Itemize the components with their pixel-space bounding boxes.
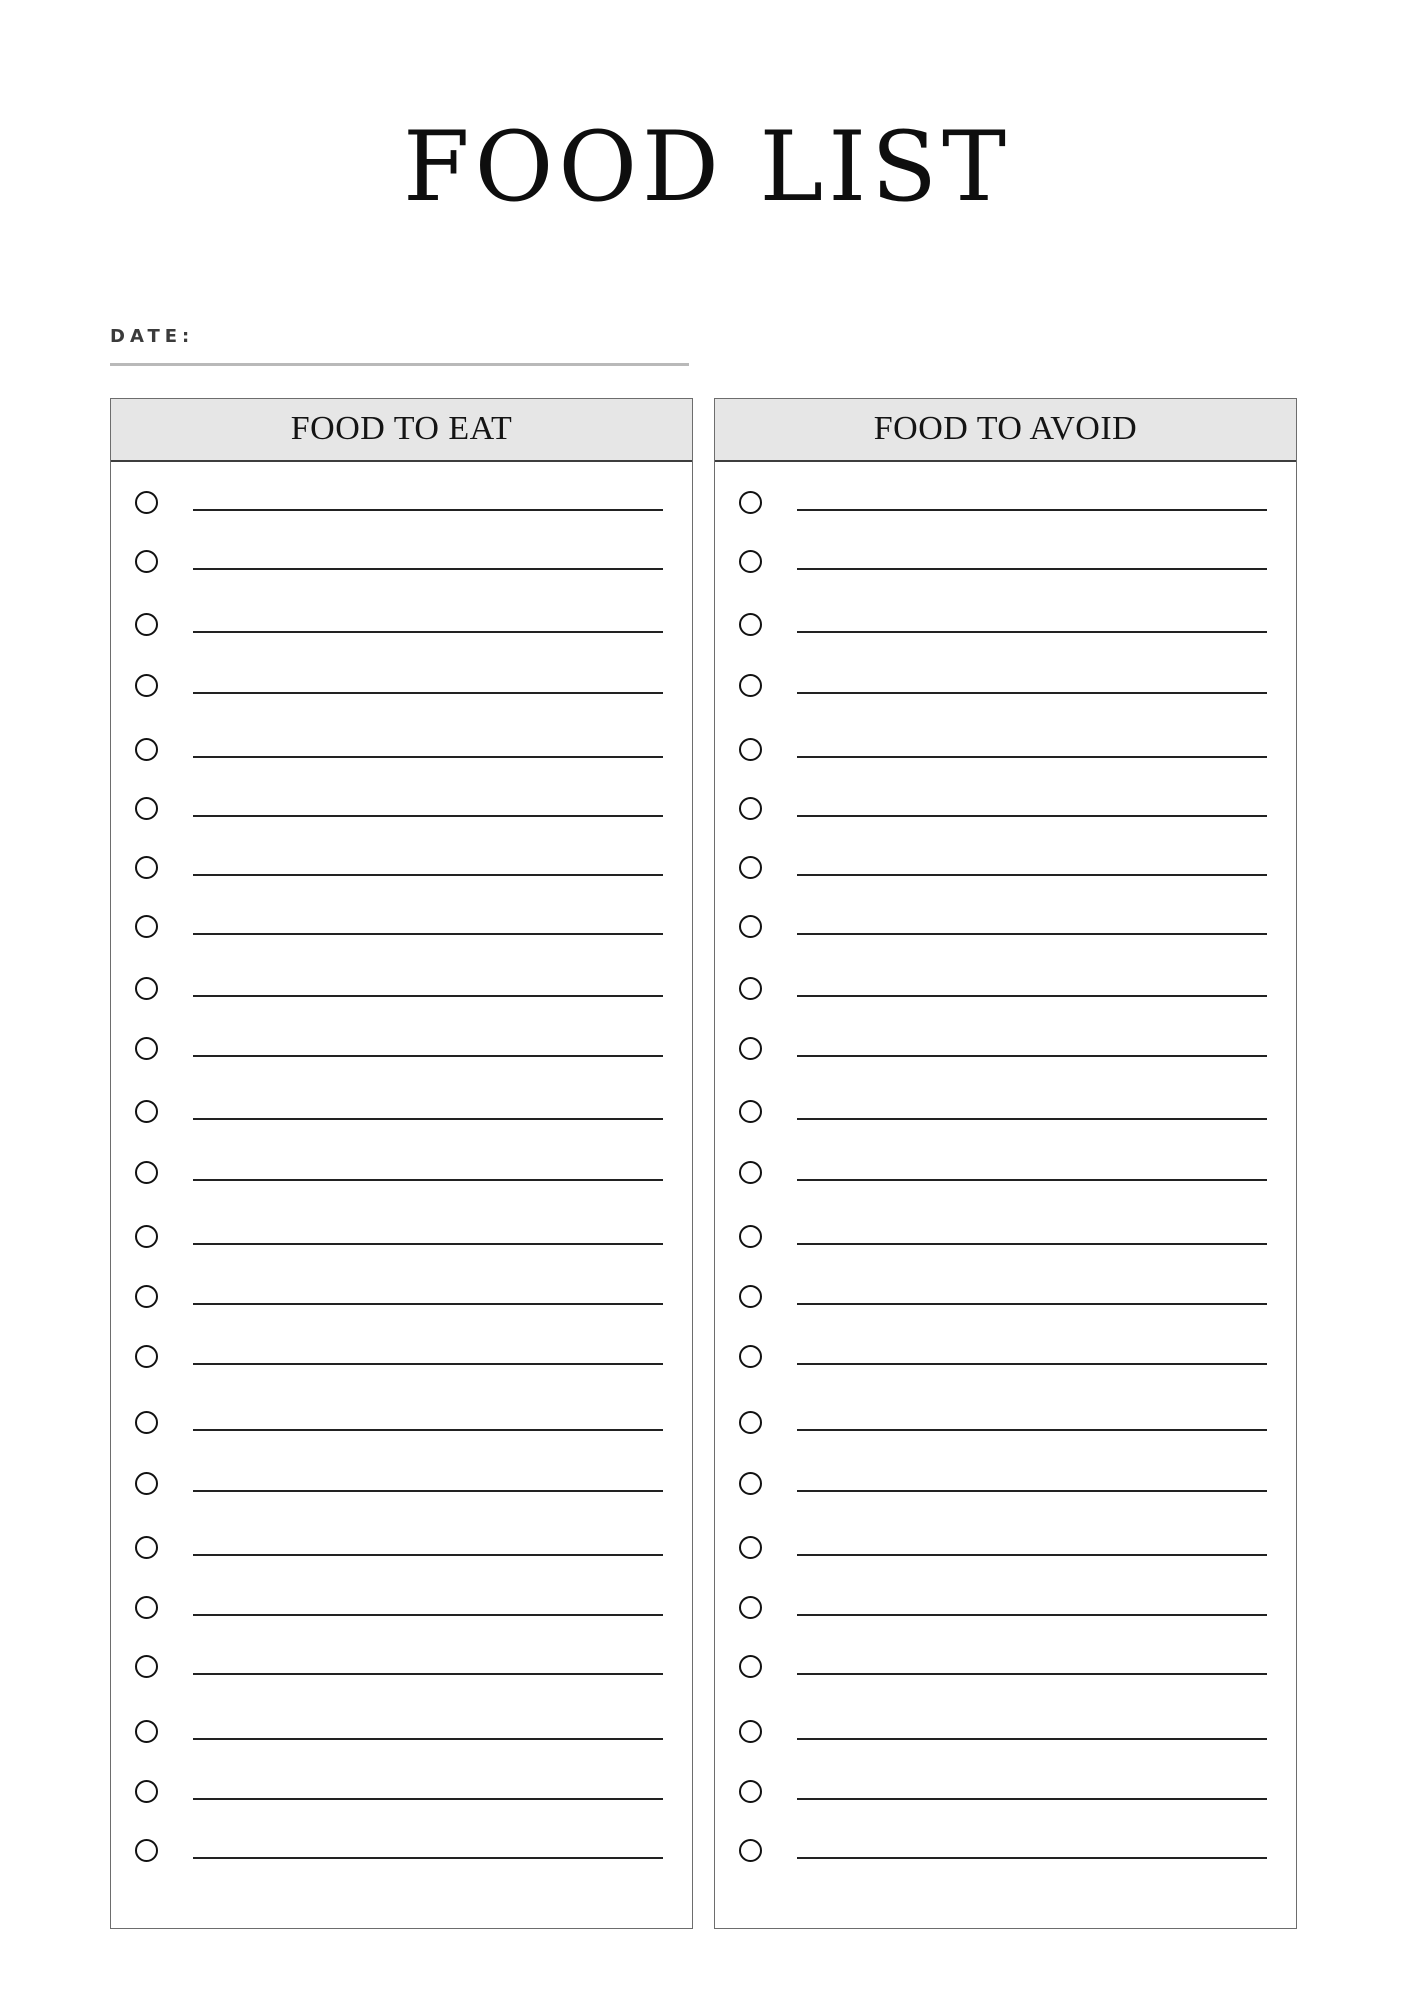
checklist-row: [715, 1653, 1296, 1693]
checkbox-circle-icon[interactable]: [135, 491, 158, 514]
checklist-row: [111, 1409, 692, 1449]
checklist-row: [715, 913, 1296, 953]
checkbox-circle-icon[interactable]: [739, 915, 762, 938]
checkbox-circle-icon[interactable]: [135, 1411, 158, 1434]
checklist-row: [111, 1653, 692, 1693]
checklist-row: [111, 854, 692, 894]
entry-line[interactable]: [797, 756, 1267, 758]
checklist-row: [111, 1098, 692, 1138]
date-label: DATE:: [110, 326, 195, 347]
food-to-eat-column: [110, 398, 693, 1929]
checkbox-circle-icon[interactable]: [739, 1100, 762, 1123]
checklist-row: [111, 1223, 692, 1263]
entry-line[interactable]: [193, 1363, 663, 1365]
checklist-row: [715, 1343, 1296, 1383]
entry-line[interactable]: [193, 1243, 663, 1245]
checklist-row: [715, 1159, 1296, 1199]
checklist-row: [111, 548, 692, 588]
checkbox-circle-icon[interactable]: [739, 977, 762, 1000]
checklist-row: [111, 975, 692, 1015]
checkbox-circle-icon[interactable]: [739, 856, 762, 879]
checklist-row: [111, 1837, 692, 1877]
checklist-row: [715, 611, 1296, 651]
entry-line[interactable]: [797, 1798, 1267, 1800]
checkbox-circle-icon[interactable]: [135, 550, 158, 573]
checklist-row: [715, 1409, 1296, 1449]
checkbox-circle-icon[interactable]: [739, 1161, 762, 1184]
entry-line[interactable]: [193, 1429, 663, 1431]
checkbox-circle-icon[interactable]: [135, 1345, 158, 1368]
entry-line[interactable]: [193, 1798, 663, 1800]
checkbox-circle-icon[interactable]: [739, 613, 762, 636]
checklist-row: [111, 489, 692, 529]
checklist-row: [111, 1470, 692, 1510]
entry-line[interactable]: [797, 874, 1267, 876]
checklist-row: [111, 1035, 692, 1075]
entry-line[interactable]: [193, 1490, 663, 1492]
checklist-row: [715, 1594, 1296, 1634]
entry-line[interactable]: [797, 1554, 1267, 1556]
entry-line[interactable]: [797, 1738, 1267, 1740]
checkbox-circle-icon[interactable]: [739, 1596, 762, 1619]
food-to-avoid-header: FOOD TO AVOID: [715, 399, 1296, 462]
entry-line[interactable]: [193, 756, 663, 758]
entry-line[interactable]: [193, 1055, 663, 1057]
checkbox-circle-icon[interactable]: [135, 1596, 158, 1619]
checklist-row: [715, 795, 1296, 835]
checklist-row: [111, 913, 692, 953]
checklist-row: [715, 548, 1296, 588]
date-field[interactable]: [110, 363, 689, 366]
checklist-row: [715, 1837, 1296, 1877]
checkbox-circle-icon[interactable]: [739, 797, 762, 820]
entry-line[interactable]: [797, 995, 1267, 997]
checklist-row: [715, 1778, 1296, 1818]
checkbox-circle-icon[interactable]: [135, 613, 158, 636]
entry-line[interactable]: [193, 933, 663, 935]
checkbox-circle-icon[interactable]: [135, 1225, 158, 1248]
entry-line[interactable]: [797, 815, 1267, 817]
checkbox-circle-icon[interactable]: [739, 491, 762, 514]
entry-line[interactable]: [193, 995, 663, 997]
entry-line[interactable]: [797, 1118, 1267, 1120]
entry-line[interactable]: [193, 1738, 663, 1740]
entry-line[interactable]: [797, 1055, 1267, 1057]
entry-line[interactable]: [797, 568, 1267, 570]
entry-line[interactable]: [797, 1243, 1267, 1245]
checklist-row: [715, 672, 1296, 712]
checklist-row: [715, 1283, 1296, 1323]
checkbox-circle-icon[interactable]: [739, 674, 762, 697]
checkbox-circle-icon[interactable]: [135, 1536, 158, 1559]
entry-line[interactable]: [797, 933, 1267, 935]
checkbox-circle-icon[interactable]: [739, 1472, 762, 1495]
entry-line[interactable]: [193, 815, 663, 817]
entry-line[interactable]: [193, 874, 663, 876]
checkbox-circle-icon[interactable]: [135, 738, 158, 761]
checklist-row: [111, 1343, 692, 1383]
page-title: FOOD LIST: [403, 111, 1011, 223]
checklist-row: [715, 1534, 1296, 1574]
checkbox-circle-icon[interactable]: [135, 797, 158, 820]
checklist-row: [111, 611, 692, 651]
checklist-row: [111, 795, 692, 835]
checklist-row: [715, 1470, 1296, 1510]
entry-line[interactable]: [797, 1303, 1267, 1305]
checkbox-circle-icon[interactable]: [135, 1472, 158, 1495]
checkbox-circle-icon[interactable]: [135, 977, 158, 1000]
checkbox-circle-icon[interactable]: [135, 674, 158, 697]
checkbox-circle-icon[interactable]: [739, 1780, 762, 1803]
checklist-row: [715, 1223, 1296, 1263]
checklist-row: [715, 736, 1296, 776]
checklist-row: [715, 975, 1296, 1015]
checkbox-circle-icon[interactable]: [739, 550, 762, 573]
checkbox-circle-icon[interactable]: [739, 1411, 762, 1434]
checklist-row: [111, 672, 692, 712]
checkbox-circle-icon[interactable]: [135, 1100, 158, 1123]
checklist-row: [111, 1159, 692, 1199]
checklist-row: [111, 1534, 692, 1574]
entry-line[interactable]: [797, 1857, 1267, 1859]
checkbox-circle-icon[interactable]: [739, 1720, 762, 1743]
entry-line[interactable]: [797, 1179, 1267, 1181]
entry-line[interactable]: [797, 1490, 1267, 1492]
entry-line[interactable]: [193, 1179, 663, 1181]
checklist-row: [715, 1098, 1296, 1138]
checkbox-circle-icon[interactable]: [739, 738, 762, 761]
checklist-row: [715, 1718, 1296, 1758]
checklist-row: [715, 854, 1296, 894]
entry-line[interactable]: [193, 1673, 663, 1675]
checklist-row: [715, 1035, 1296, 1075]
checkbox-circle-icon[interactable]: [135, 1839, 158, 1862]
entry-line[interactable]: [193, 1554, 663, 1556]
checkbox-circle-icon[interactable]: [135, 1037, 158, 1060]
checklist-row: [715, 489, 1296, 529]
entry-line[interactable]: [193, 1303, 663, 1305]
checklist-row: [111, 1718, 692, 1758]
entry-line[interactable]: [193, 509, 663, 511]
checkbox-circle-icon[interactable]: [739, 1225, 762, 1248]
checkbox-circle-icon[interactable]: [739, 1655, 762, 1678]
checkbox-circle-icon[interactable]: [739, 1839, 762, 1862]
entry-line[interactable]: [193, 568, 663, 570]
checklist-row: [111, 1594, 692, 1634]
checkbox-circle-icon[interactable]: [135, 1161, 158, 1184]
entry-line[interactable]: [797, 1429, 1267, 1431]
entry-line[interactable]: [797, 631, 1267, 633]
entry-line[interactable]: [797, 692, 1267, 694]
checkbox-circle-icon[interactable]: [739, 1285, 762, 1308]
food-to-eat-header: FOOD TO EAT: [111, 399, 692, 462]
entry-line[interactable]: [797, 1363, 1267, 1365]
entry-line[interactable]: [797, 509, 1267, 511]
checkbox-circle-icon[interactable]: [135, 1285, 158, 1308]
checkbox-circle-icon[interactable]: [135, 1655, 158, 1678]
checkbox-circle-icon[interactable]: [135, 915, 158, 938]
checkbox-circle-icon[interactable]: [739, 1345, 762, 1368]
checklist-row: [111, 1283, 692, 1323]
checkbox-circle-icon[interactable]: [135, 856, 158, 879]
entry-line[interactable]: [193, 1118, 663, 1120]
food-to-avoid-column: [714, 398, 1297, 1929]
entry-line[interactable]: [193, 692, 663, 694]
checklist-row: [111, 736, 692, 776]
checklist-row: [111, 1778, 692, 1818]
checkbox-circle-icon[interactable]: [739, 1037, 762, 1060]
checkbox-circle-icon[interactable]: [739, 1536, 762, 1559]
checkbox-circle-icon[interactable]: [135, 1720, 158, 1743]
entry-line[interactable]: [797, 1673, 1267, 1675]
entry-line[interactable]: [193, 1857, 663, 1859]
entry-line[interactable]: [797, 1614, 1267, 1616]
entry-line[interactable]: [193, 1614, 663, 1616]
entry-line[interactable]: [193, 631, 663, 633]
checkbox-circle-icon[interactable]: [135, 1780, 158, 1803]
